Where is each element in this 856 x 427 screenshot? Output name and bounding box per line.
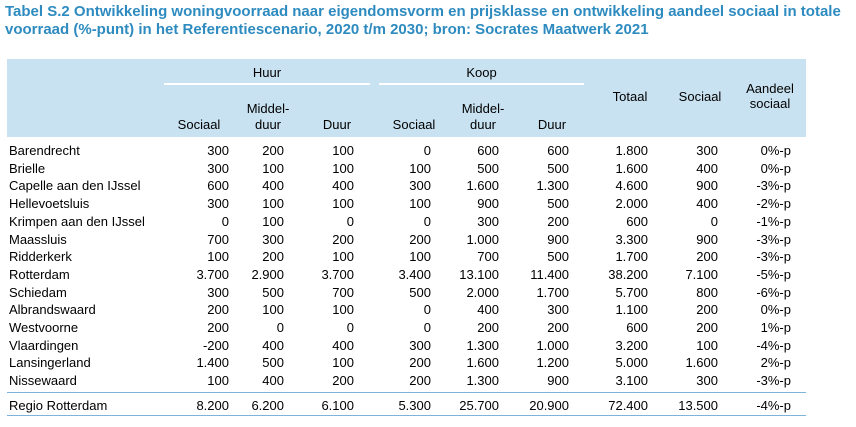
row-value: 0 xyxy=(423,320,431,335)
table-row xyxy=(0,249,856,264)
row-value: 300 xyxy=(207,196,229,212)
row-value: 500 xyxy=(547,196,569,212)
row-value: 3.400 xyxy=(398,266,431,282)
table-row xyxy=(0,161,856,176)
row-value: 900 xyxy=(477,196,499,212)
header-sociaal-total: Sociaal xyxy=(678,89,722,104)
row-value: 200 xyxy=(332,373,354,389)
row-value: 1.300 xyxy=(536,178,569,194)
row-value: -1%-p xyxy=(756,213,791,229)
row-value: 6.200 xyxy=(251,398,284,413)
row-value: 100 xyxy=(696,337,718,353)
row-value: 2.900 xyxy=(251,266,284,282)
row-value: 600 xyxy=(626,213,648,229)
subheader-huur-middel-line2: duur xyxy=(254,117,282,132)
row-value: 11.400 xyxy=(530,266,569,282)
header-huur: Huur xyxy=(252,65,282,80)
row-value: 1.800 xyxy=(615,143,648,158)
row-value: 3.300 xyxy=(615,231,648,247)
row-name: Regio Rotterdam xyxy=(9,398,108,413)
row-name: Westvoorne xyxy=(9,320,79,335)
row-value: 1.700 xyxy=(536,284,569,300)
row-name: Maassluis xyxy=(9,231,67,247)
row-value: 1.600 xyxy=(685,355,718,371)
row-value: 1.000 xyxy=(466,231,499,247)
row-value: 8.200 xyxy=(196,398,229,413)
row-value: 500 xyxy=(477,160,499,176)
row-value: 13.100 xyxy=(459,266,499,282)
row-value: 0 xyxy=(346,213,354,229)
row-value: 0%-p xyxy=(760,143,791,158)
row-value: 1.300 xyxy=(466,373,499,389)
header-aandeel-line2: sociaal xyxy=(749,96,791,111)
row-value: 300 xyxy=(696,373,718,389)
row-value: 20.900 xyxy=(529,398,569,413)
row-value: 300 xyxy=(409,178,431,194)
row-name: Ridderkerk xyxy=(9,249,72,265)
row-name: Barendrecht xyxy=(9,143,80,158)
row-value: 100 xyxy=(262,213,284,229)
row-value: 500 xyxy=(547,249,569,265)
row-value: 100 xyxy=(332,160,354,176)
row-value: 0 xyxy=(221,213,229,229)
header-totaal: Totaal xyxy=(612,89,648,104)
huur-underline xyxy=(164,83,370,85)
row-value: -3%-p xyxy=(756,178,791,194)
row-value: 1.200 xyxy=(536,355,569,371)
header-aandeel-line1: Aandeel xyxy=(746,81,794,96)
row-value: 300 xyxy=(477,213,499,229)
row-value: 1.400 xyxy=(196,355,229,371)
row-value: 200 xyxy=(207,320,229,335)
row-value: 100 xyxy=(207,373,229,389)
row-value: 600 xyxy=(547,143,569,158)
row-name: Brielle xyxy=(9,160,46,176)
row-value: 25.700 xyxy=(459,398,499,413)
row-value: 200 xyxy=(696,249,718,265)
row-value: 0 xyxy=(423,213,431,229)
row-value: 800 xyxy=(696,284,718,300)
row-value: 400 xyxy=(332,337,354,353)
row-value: 1.600 xyxy=(615,160,648,176)
row-value: 1.700 xyxy=(615,249,648,265)
row-name: Vlaardingen xyxy=(9,337,79,353)
total-separator xyxy=(7,392,806,393)
table-row xyxy=(0,196,856,211)
header-koop: Koop xyxy=(466,65,497,80)
row-value: 100 xyxy=(332,249,354,265)
subheader-koop-middel-line2: duur xyxy=(469,117,497,132)
table-row xyxy=(0,338,856,353)
row-value: 900 xyxy=(696,231,718,247)
row-value: -3%-p xyxy=(756,373,791,389)
row-name: Schiedam xyxy=(9,284,67,300)
row-value: 5.700 xyxy=(615,284,648,300)
row-value: 300 xyxy=(207,160,229,176)
row-value: -6%-p xyxy=(756,284,791,300)
subheader-huur-duur: Duur xyxy=(322,117,352,132)
row-value: 200 xyxy=(409,373,431,389)
table-title: Tabel S.2 Ontwikkeling woningvoorraad naar eigendomsvorm en prijsklasse en ontwikkeling aandeel sociaal in totale voorraad (%-punt) in het Referentiescenario, 2020 t/m 2030; bron: Socrates Maatwerk 2021 xyxy=(5,3,841,38)
row-value: -4%-p xyxy=(756,337,791,353)
row-value: 100 xyxy=(332,143,354,158)
row-value: 100 xyxy=(262,302,284,318)
koop-underline xyxy=(379,83,584,85)
row-value: -3%-p xyxy=(756,231,791,247)
table-row xyxy=(0,373,856,388)
row-value: 300 xyxy=(696,143,718,158)
table-row xyxy=(0,302,856,317)
row-value: 600 xyxy=(207,178,229,194)
row-value: 0 xyxy=(423,302,431,318)
table-row xyxy=(0,143,856,158)
row-value: 400 xyxy=(696,196,718,212)
row-value: 38.200 xyxy=(608,266,648,282)
row-value: 300 xyxy=(262,231,284,247)
row-value: 100 xyxy=(409,196,431,212)
table-row xyxy=(0,214,856,229)
table-bottom-border xyxy=(7,415,806,416)
row-value: 600 xyxy=(477,143,499,158)
row-value: 6.100 xyxy=(321,398,354,413)
row-value: 500 xyxy=(262,355,284,371)
row-value: 100 xyxy=(409,249,431,265)
row-value: 400 xyxy=(477,302,499,318)
table-row xyxy=(0,178,856,193)
row-value: 100 xyxy=(332,355,354,371)
row-value: -200 xyxy=(202,337,229,353)
row-value: 700 xyxy=(332,284,354,300)
row-value: 900 xyxy=(547,231,569,247)
row-value: 5.300 xyxy=(398,398,431,413)
row-value: 400 xyxy=(696,160,718,176)
row-value: 1%-p xyxy=(760,320,791,335)
row-value: 3.700 xyxy=(321,266,354,282)
row-value: 500 xyxy=(409,284,431,300)
row-value: 200 xyxy=(409,355,431,371)
row-value: 200 xyxy=(696,302,718,318)
table-row xyxy=(0,355,856,370)
row-value: 3.100 xyxy=(615,373,648,389)
row-name: Krimpen aan den IJssel xyxy=(9,213,145,229)
row-value: 72.400 xyxy=(608,398,648,413)
row-value: 3.200 xyxy=(615,337,648,353)
row-value: -3%-p xyxy=(756,249,791,265)
row-value: 100 xyxy=(409,160,431,176)
row-value: 200 xyxy=(477,320,499,335)
row-value: 400 xyxy=(262,337,284,353)
row-value: 100 xyxy=(262,160,284,176)
row-value: 200 xyxy=(547,320,569,335)
row-value: 1.100 xyxy=(615,302,648,318)
row-value: 200 xyxy=(547,213,569,229)
row-value: 2.000 xyxy=(466,284,499,300)
row-value: 400 xyxy=(332,178,354,194)
row-value: 700 xyxy=(477,249,499,265)
row-value: 0 xyxy=(423,143,431,158)
row-value: 1.600 xyxy=(466,178,499,194)
row-value: -2%-p xyxy=(756,196,791,212)
row-name: Albrandswaard xyxy=(9,302,96,318)
row-value: 500 xyxy=(262,284,284,300)
row-value: 3.700 xyxy=(196,266,229,282)
row-value: 100 xyxy=(332,302,354,318)
row-value: 0%-p xyxy=(760,160,791,176)
row-value: 500 xyxy=(547,160,569,176)
table-row xyxy=(0,320,856,335)
table-row xyxy=(0,267,856,282)
row-value: 4.600 xyxy=(615,178,648,194)
row-value: 100 xyxy=(262,196,284,212)
row-value: 200 xyxy=(696,320,718,335)
row-value: 7.100 xyxy=(685,266,718,282)
row-value: 0%-p xyxy=(760,302,791,318)
row-name: Rotterdam xyxy=(9,266,70,282)
row-value: 200 xyxy=(262,249,284,265)
subheader-koop-sociaal: Sociaal xyxy=(392,117,436,132)
row-value: 300 xyxy=(207,143,229,158)
row-value: 2%-p xyxy=(760,355,791,371)
row-name: Hellevoetsluis xyxy=(9,196,90,212)
row-value: 200 xyxy=(207,302,229,318)
table-row xyxy=(0,285,856,300)
row-name: Nissewaard xyxy=(9,373,77,389)
row-value: 0 xyxy=(710,213,718,229)
row-value: 0 xyxy=(276,320,284,335)
row-value: -4%-p xyxy=(756,398,791,413)
row-value: 1.300 xyxy=(466,337,499,353)
row-value: 600 xyxy=(626,320,648,335)
row-value: 900 xyxy=(696,178,718,194)
table-total-row xyxy=(0,398,856,413)
row-value: 700 xyxy=(207,231,229,247)
subheader-koop-duur: Duur xyxy=(537,117,567,132)
row-value: 200 xyxy=(332,231,354,247)
row-value: 1.600 xyxy=(466,355,499,371)
row-value: -5%-p xyxy=(756,266,791,282)
row-value: 900 xyxy=(547,373,569,389)
row-value: 300 xyxy=(547,302,569,318)
row-value: 13.500 xyxy=(678,398,718,413)
subheader-huur-middel-line1: Middel- xyxy=(246,101,290,116)
table-row xyxy=(0,232,856,247)
row-name: Lansingerland xyxy=(9,355,91,371)
row-value: 200 xyxy=(262,143,284,158)
row-value: 400 xyxy=(262,373,284,389)
row-value: 1.000 xyxy=(536,337,569,353)
row-value: 100 xyxy=(207,249,229,265)
subheader-koop-middel-line1: Middel- xyxy=(461,101,505,116)
row-value: 300 xyxy=(207,284,229,300)
row-value: 200 xyxy=(409,231,431,247)
row-value: 400 xyxy=(262,178,284,194)
row-value: 300 xyxy=(409,337,431,353)
row-name: Capelle aan den IJssel xyxy=(9,178,141,194)
subheader-huur-sociaal: Sociaal xyxy=(177,117,221,132)
row-value: 5.000 xyxy=(615,355,648,371)
row-value: 100 xyxy=(332,196,354,212)
row-value: 2.000 xyxy=(615,196,648,212)
row-value: 0 xyxy=(346,320,354,335)
